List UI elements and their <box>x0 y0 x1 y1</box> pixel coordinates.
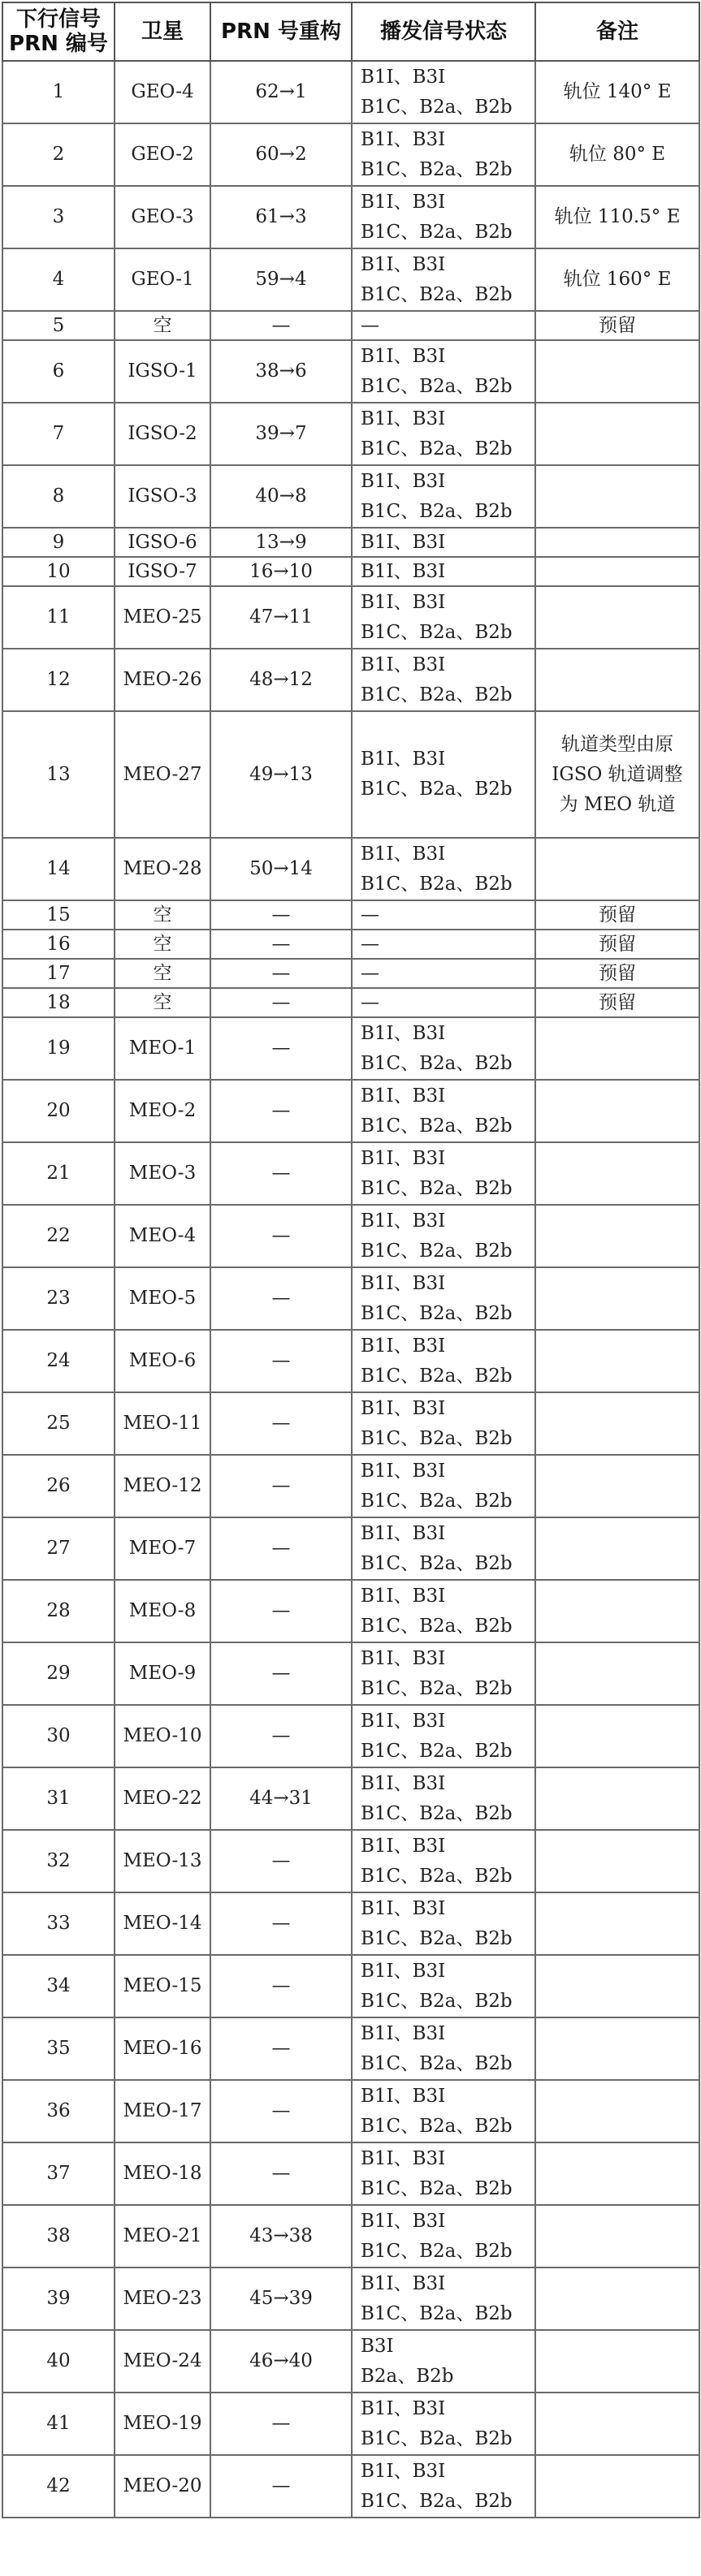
table-row <box>2 528 699 557</box>
reconfig-cell: 43→38 <box>210 2205 352 2267</box>
satellite-cell: MEO-22 <box>115 1767 210 1830</box>
status-cell: B1I、B3I B1C、B2a、B2b <box>352 1330 535 1392</box>
table-row <box>2 2455 699 2518</box>
satellite-cell: MEO-23 <box>115 2267 210 2330</box>
note-cell <box>535 1142 699 1205</box>
header-satellite: 卫星 <box>115 2 210 61</box>
note-cell <box>535 2017 699 2080</box>
satellite-cell: MEO-9 <box>115 1642 210 1705</box>
prn-cell: 21 <box>2 1142 115 1205</box>
reconfig-cell: — <box>210 1017 352 1080</box>
reconfig-cell: — <box>210 1892 352 1955</box>
satellite-cell: MEO-12 <box>115 1455 210 1517</box>
note-cell <box>535 2142 699 2205</box>
table-row <box>2 186 699 248</box>
reconfig-cell: — <box>210 1267 352 1330</box>
status-cell: B1I、B3I B1C、B2a、B2b <box>352 1017 535 1080</box>
reconfig-cell: 13→9 <box>210 528 352 557</box>
note-cell <box>535 2080 699 2142</box>
status-cell: B1I、B3I B1C、B2a、B2b <box>352 1830 535 1892</box>
status-cell: — <box>352 900 535 930</box>
status-cell: B1I、B3I B1C、B2a、B2b <box>352 2205 535 2267</box>
table-row <box>2 340 699 403</box>
table-row <box>2 1080 699 1142</box>
reconfig-cell: — <box>210 1142 352 1205</box>
table-row <box>2 1580 699 1642</box>
note-cell <box>535 1830 699 1892</box>
status-cell: B1I、B3I B1C、B2a、B2b <box>352 2080 535 2142</box>
satellite-cell: MEO-1 <box>115 1017 210 1080</box>
table-row <box>2 1830 699 1892</box>
satellite-cell: 空 <box>115 311 210 340</box>
table-row <box>2 1267 699 1330</box>
satellite-cell: MEO-20 <box>115 2455 210 2518</box>
satellite-cell: MEO-14 <box>115 1892 210 1955</box>
satellite-cell: MEO-3 <box>115 1142 210 1205</box>
table-row <box>2 1330 699 1392</box>
table-body <box>2 61 699 2518</box>
prn-cell: 7 <box>2 403 115 465</box>
table-row <box>2 1205 699 1267</box>
status-cell: B1I、B3I B1C、B2a、B2b <box>352 1080 535 1142</box>
table-row <box>2 988 699 1017</box>
prn-cell: 15 <box>2 900 115 930</box>
note-cell <box>535 2267 699 2330</box>
table-row <box>2 2205 699 2267</box>
note-cell <box>535 557 699 586</box>
status-cell: B1I、B3I B1C、B2a、B2b <box>352 649 535 711</box>
note-cell <box>535 1205 699 1267</box>
reconfig-cell: — <box>210 1517 352 1580</box>
note-cell <box>535 586 699 649</box>
reconfig-cell: 50→14 <box>210 838 352 900</box>
reconfig-cell: 16→10 <box>210 557 352 586</box>
status-cell: — <box>352 930 535 959</box>
note-cell <box>535 1267 699 1330</box>
prn-cell: 23 <box>2 1267 115 1330</box>
reconfig-cell: — <box>210 1705 352 1767</box>
satellite-cell: MEO-17 <box>115 2080 210 2142</box>
note-cell <box>535 2455 699 2518</box>
note-cell: 预留 <box>535 900 699 930</box>
satellite-cell: MEO-19 <box>115 2393 210 2455</box>
reconfig-cell: — <box>210 2142 352 2205</box>
table-row <box>2 1892 699 1955</box>
status-cell: B1I、B3I B1C、B2a、B2b <box>352 1517 535 1580</box>
note-cell: 轨位 80° E <box>535 123 699 186</box>
reconfig-cell: — <box>210 1080 352 1142</box>
satellite-cell: MEO-13 <box>115 1830 210 1892</box>
table-row <box>2 2142 699 2205</box>
note-cell: 预留 <box>535 988 699 1017</box>
table-row <box>2 465 699 528</box>
satellite-cell: IGSO-6 <box>115 528 210 557</box>
table-row <box>2 649 699 711</box>
prn-cell: 39 <box>2 2267 115 2330</box>
header-status: 播发信号状态 <box>352 2 535 61</box>
status-cell: B3I B2a、B2b <box>352 2330 535 2393</box>
prn-cell: 12 <box>2 649 115 711</box>
reconfig-cell: 46→40 <box>210 2330 352 2393</box>
status-cell: B1I、B3I B1C、B2a、B2b <box>352 1705 535 1767</box>
reconfig-cell: — <box>210 1955 352 2017</box>
reconfig-cell: 61→3 <box>210 186 352 248</box>
prn-cell: 13 <box>2 711 115 838</box>
status-cell: B1I、B3I B1C、B2a、B2b <box>352 1767 535 1830</box>
reconfig-cell: — <box>210 1642 352 1705</box>
note-cell <box>535 649 699 711</box>
prn-cell: 22 <box>2 1205 115 1267</box>
status-cell: B1I、B3I B1C、B2a、B2b <box>352 2142 535 2205</box>
satellite-cell: MEO-8 <box>115 1580 210 1642</box>
header-prn: 下行信号 PRN 编号 <box>2 2 115 61</box>
table-row <box>2 311 699 340</box>
note-cell <box>535 1955 699 2017</box>
table-row <box>2 1955 699 2017</box>
status-cell: B1I、B3I B1C、B2a、B2b <box>352 1955 535 2017</box>
satellite-cell: IGSO-1 <box>115 340 210 403</box>
note-cell <box>535 1330 699 1392</box>
reconfig-cell: 49→13 <box>210 711 352 838</box>
status-cell: B1I、B3I <box>352 528 535 557</box>
table-row <box>2 900 699 930</box>
satellite-cell: MEO-18 <box>115 2142 210 2205</box>
note-cell <box>535 2393 699 2455</box>
prn-cell: 29 <box>2 1642 115 1705</box>
satellite-cell: GEO-3 <box>115 186 210 248</box>
satellite-cell: MEO-2 <box>115 1080 210 1142</box>
prn-cell: 25 <box>2 1392 115 1455</box>
table-row <box>2 2393 699 2455</box>
prn-cell: 33 <box>2 1892 115 1955</box>
satellite-cell: MEO-6 <box>115 1330 210 1392</box>
reconfig-cell: — <box>210 1330 352 1392</box>
prn-cell: 42 <box>2 2455 115 2518</box>
note-cell <box>535 340 699 403</box>
prn-cell: 26 <box>2 1455 115 1517</box>
satellite-cell: MEO-15 <box>115 1955 210 2017</box>
satellite-cell: MEO-5 <box>115 1267 210 1330</box>
table-row <box>2 959 699 988</box>
note-cell <box>535 403 699 465</box>
status-cell: B1I、B3I B1C、B2a、B2b <box>352 465 535 528</box>
table-row <box>2 711 699 838</box>
note-cell: 预留 <box>535 311 699 340</box>
status-cell: B1I、B3I B1C、B2a、B2b <box>352 711 535 838</box>
satellite-cell: GEO-4 <box>115 61 210 123</box>
prn-cell: 35 <box>2 2017 115 2080</box>
note-cell <box>535 2205 699 2267</box>
reconfig-cell: — <box>210 988 352 1017</box>
status-cell: B1I、B3I B1C、B2a、B2b <box>352 2017 535 2080</box>
reconfig-cell: 44→31 <box>210 1767 352 1830</box>
note-cell <box>535 2330 699 2393</box>
status-cell: B1I、B3I B1C、B2a、B2b <box>352 586 535 649</box>
satellite-cell: MEO-24 <box>115 2330 210 2393</box>
status-cell: — <box>352 988 535 1017</box>
reconfig-cell: — <box>210 1580 352 1642</box>
reconfig-cell: 45→39 <box>210 2267 352 2330</box>
reconfig-cell: — <box>210 930 352 959</box>
table-row <box>2 1142 699 1205</box>
prn-cell: 4 <box>2 248 115 311</box>
prn-cell: 19 <box>2 1017 115 1080</box>
reconfig-cell: 59→4 <box>210 248 352 311</box>
status-cell: B1I、B3I B1C、B2a、B2b <box>352 2267 535 2330</box>
status-cell: B1I、B3I B1C、B2a、B2b <box>352 1267 535 1330</box>
header-row <box>2 2 699 61</box>
note-cell: 预留 <box>535 959 699 988</box>
note-cell <box>535 1642 699 1705</box>
reconfig-cell: — <box>210 1455 352 1517</box>
status-cell: B1I、B3I B1C、B2a、B2b <box>352 186 535 248</box>
satellite-cell: 空 <box>115 959 210 988</box>
note-cell <box>535 1455 699 1517</box>
table-row <box>2 1017 699 1080</box>
reconfig-cell: — <box>210 311 352 340</box>
reconfig-cell: 38→6 <box>210 340 352 403</box>
note-cell <box>535 1392 699 1455</box>
reconfig-cell: — <box>210 1205 352 1267</box>
note-cell <box>535 838 699 900</box>
prn-cell: 41 <box>2 2393 115 2455</box>
prn-cell: 16 <box>2 930 115 959</box>
table-header <box>2 2 699 61</box>
status-cell: B1I、B3I <box>352 557 535 586</box>
prn-cell: 8 <box>2 465 115 528</box>
reconfig-cell: — <box>210 2017 352 2080</box>
table-row <box>2 2080 699 2142</box>
prn-cell: 6 <box>2 340 115 403</box>
satellite-cell: 空 <box>115 900 210 930</box>
table-row <box>2 838 699 900</box>
reconfig-cell: — <box>210 2455 352 2518</box>
table-row <box>2 557 699 586</box>
satellite-cell: GEO-2 <box>115 123 210 186</box>
satellite-cell: 空 <box>115 930 210 959</box>
reconfig-cell: — <box>210 1392 352 1455</box>
status-cell: B1I、B3I B1C、B2a、B2b <box>352 248 535 311</box>
prn-cell: 17 <box>2 959 115 988</box>
status-cell: B1I、B3I B1C、B2a、B2b <box>352 340 535 403</box>
note-cell: 预留 <box>535 930 699 959</box>
note-cell: 轨位 160° E <box>535 248 699 311</box>
prn-cell: 30 <box>2 1705 115 1767</box>
status-cell: B1I、B3I B1C、B2a、B2b <box>352 403 535 465</box>
satellite-cell: MEO-21 <box>115 2205 210 2267</box>
table-row <box>2 1392 699 1455</box>
table-row <box>2 2267 699 2330</box>
prn-cell: 24 <box>2 1330 115 1392</box>
prn-cell: 9 <box>2 528 115 557</box>
prn-cell: 40 <box>2 2330 115 2393</box>
reconfig-cell: — <box>210 2393 352 2455</box>
table-row <box>2 586 699 649</box>
prn-cell: 38 <box>2 2205 115 2267</box>
status-cell: B1I、B3I B1C、B2a、B2b <box>352 123 535 186</box>
note-cell <box>535 1080 699 1142</box>
table-row <box>2 1705 699 1767</box>
prn-cell: 20 <box>2 1080 115 1142</box>
satellite-cell: MEO-10 <box>115 1705 210 1767</box>
status-cell: B1I、B3I B1C、B2a、B2b <box>352 838 535 900</box>
satellite-cell: MEO-27 <box>115 711 210 838</box>
prn-cell: 18 <box>2 988 115 1017</box>
satellite-cell: 空 <box>115 988 210 1017</box>
status-cell: B1I、B3I B1C、B2a、B2b <box>352 1205 535 1267</box>
satellite-cell: IGSO-7 <box>115 557 210 586</box>
note-cell: 轨位 140° E <box>535 61 699 123</box>
prn-cell: 34 <box>2 1955 115 2017</box>
note-cell <box>535 1517 699 1580</box>
satellite-cell: MEO-25 <box>115 586 210 649</box>
satellite-cell: MEO-16 <box>115 2017 210 2080</box>
note-cell <box>535 465 699 528</box>
reconfig-cell: 40→8 <box>210 465 352 528</box>
table-row <box>2 248 699 311</box>
prn-cell: 28 <box>2 1580 115 1642</box>
satellite-cell: MEO-26 <box>115 649 210 711</box>
note-cell <box>535 528 699 557</box>
status-cell: — <box>352 311 535 340</box>
satellite-cell: GEO-1 <box>115 248 210 311</box>
status-cell: B1I、B3I B1C、B2a、B2b <box>352 61 535 123</box>
satellite-cell: IGSO-3 <box>115 465 210 528</box>
reconfig-cell: 48→12 <box>210 649 352 711</box>
status-cell: B1I、B3I B1C、B2a、B2b <box>352 1392 535 1455</box>
satellite-cell: MEO-11 <box>115 1392 210 1455</box>
prn-cell: 3 <box>2 186 115 248</box>
prn-cell: 36 <box>2 2080 115 2142</box>
prn-cell: 32 <box>2 1830 115 1892</box>
prn-cell: 14 <box>2 838 115 900</box>
prn-cell: 2 <box>2 123 115 186</box>
prn-cell: 27 <box>2 1517 115 1580</box>
reconfig-cell: — <box>210 1830 352 1892</box>
prn-cell: 31 <box>2 1767 115 1830</box>
status-cell: B1I、B3I B1C、B2a、B2b <box>352 2455 535 2518</box>
reconfig-cell: — <box>210 2080 352 2142</box>
note-cell <box>535 1580 699 1642</box>
reconfig-cell: 60→2 <box>210 123 352 186</box>
prn-cell: 37 <box>2 2142 115 2205</box>
table-row <box>2 1767 699 1830</box>
table-row <box>2 1517 699 1580</box>
satellite-cell: MEO-7 <box>115 1517 210 1580</box>
table-row <box>2 123 699 186</box>
status-cell: — <box>352 959 535 988</box>
prn-table <box>2 2 700 2518</box>
reconfig-cell: 39→7 <box>210 403 352 465</box>
table-row <box>2 1455 699 1517</box>
note-cell <box>535 1705 699 1767</box>
status-cell: B1I、B3I B1C、B2a、B2b <box>352 1142 535 1205</box>
status-cell: B1I、B3I B1C、B2a、B2b <box>352 1580 535 1642</box>
status-cell: B1I、B3I B1C、B2a、B2b <box>352 1455 535 1517</box>
table-row <box>2 403 699 465</box>
satellite-cell: MEO-4 <box>115 1205 210 1267</box>
prn-cell: 1 <box>2 61 115 123</box>
table-row <box>2 2330 699 2393</box>
prn-cell: 5 <box>2 311 115 340</box>
table-row <box>2 930 699 959</box>
reconfig-cell: 62→1 <box>210 61 352 123</box>
status-cell: B1I、B3I B1C、B2a、B2b <box>352 1642 535 1705</box>
note-cell: 轨位 110.5° E <box>535 186 699 248</box>
reconfig-cell: — <box>210 900 352 930</box>
reconfig-cell: — <box>210 959 352 988</box>
status-cell: B1I、B3I B1C、B2a、B2b <box>352 2393 535 2455</box>
note-cell <box>535 1767 699 1830</box>
satellite-cell: IGSO-2 <box>115 403 210 465</box>
header-reconfig: PRN 号重构 <box>210 2 352 61</box>
status-cell: B1I、B3I B1C、B2a、B2b <box>352 1892 535 1955</box>
note-cell <box>535 1017 699 1080</box>
satellite-cell: MEO-28 <box>115 838 210 900</box>
reconfig-cell: 47→11 <box>210 586 352 649</box>
table-row <box>2 61 699 123</box>
prn-cell: 10 <box>2 557 115 586</box>
note-cell <box>535 1892 699 1955</box>
header-note: 备注 <box>535 2 699 61</box>
table-row <box>2 2017 699 2080</box>
table-row <box>2 1642 699 1705</box>
prn-cell: 11 <box>2 586 115 649</box>
note-cell: 轨道类型由原 IGSO 轨道调整 为 MEO 轨道 <box>535 711 699 838</box>
